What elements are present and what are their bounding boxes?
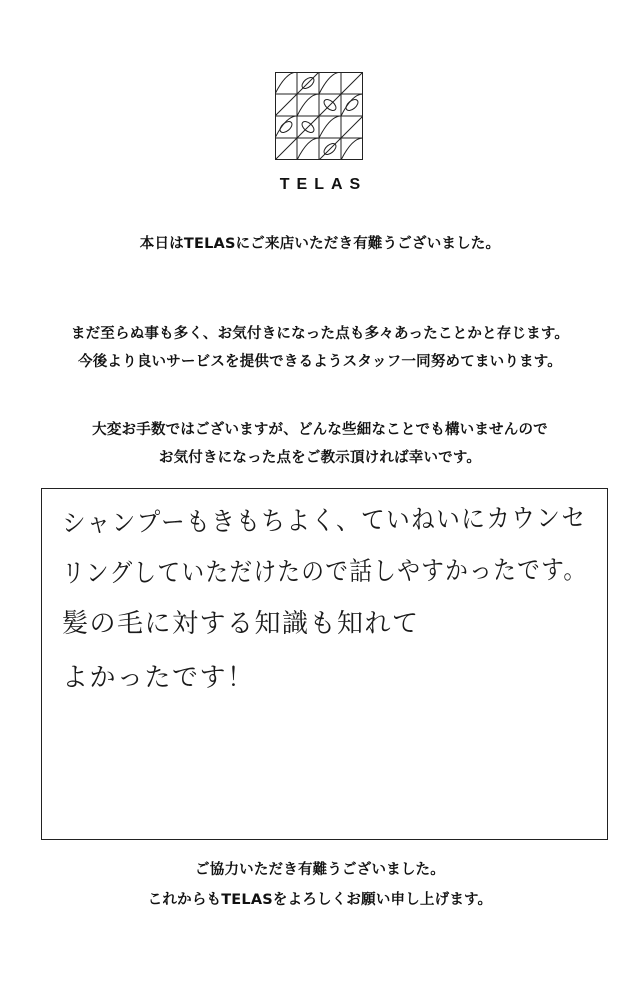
feedback-line-3: 髪の毛に対する知識も知れて [62,609,420,639]
request-line-1: 大変お手数ではございますが、どんな些細なことでも構いませんので [92,422,548,438]
closing-text: これからもTELASをよろしくお願い申し上げます。 [147,892,493,908]
telas-logo-icon [275,72,363,160]
feedback-line-1: シャンプーもきもちよく、ていねいにカウンセ [61,503,587,539]
request-line-2: お気付きになった点をご教示頂ければ幸いです。 [158,450,482,466]
apology-line-2: 今後より良いサービスを提供できるようスタッフ一同努めてまいります。 [78,354,562,370]
apology-line-1: まだ至らぬ事も多く、お気付きになった点も多々あったことかと存じます。 [70,326,570,342]
feedback-box [41,488,608,840]
feedback-line-2: リングしていただけたので話しやすかったです。 [61,555,588,589]
feedback-line-4: よかったです！ [62,663,255,693]
brand-name: TELAS [279,176,368,193]
greeting-text: 本日はTELASにご来店いただき有難うございました。 [139,236,501,252]
thanks-text: ご協力いただき有難うございました。 [195,862,445,878]
